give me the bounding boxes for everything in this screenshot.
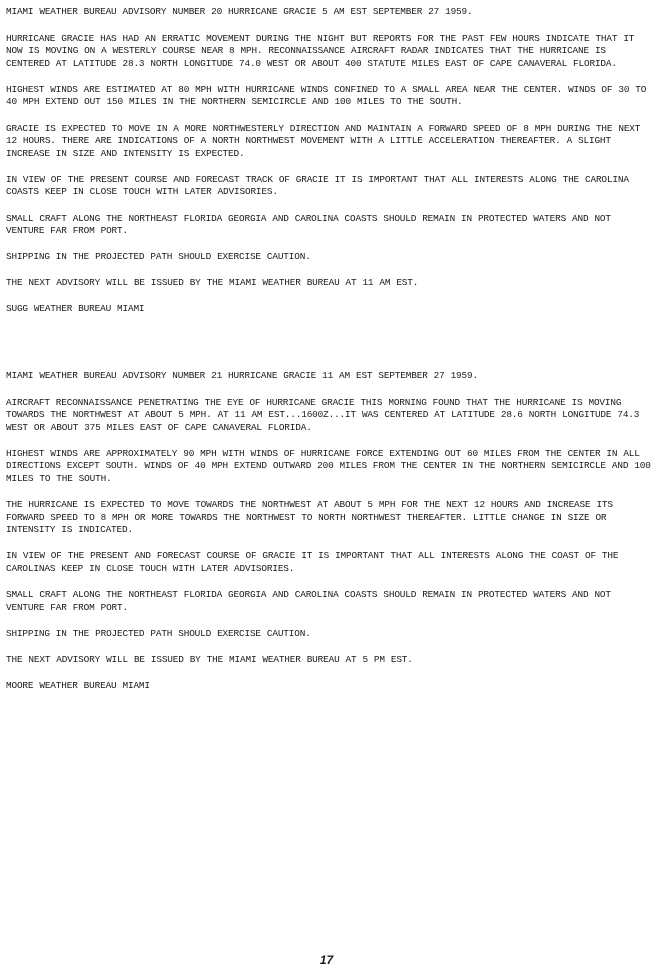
advisory-paragraph: THE NEXT ADVISORY WILL BE ISSUED BY THE MIAMI WEATHER BUREAU AT 11 AM EST. [6, 277, 419, 289]
advisory-paragraph: HIGHEST WINDS ARE ESTIMATED AT 80 MPH WITH HURRICANE WINDS CONFINED TO A SMALL AREA NEAR THE CENTER. WINDS OF 30 TO 40 MPH EXTEND OUT 150 MILES IN THE NORTHERN SEMICIRCLE AND 100 MILES TO THE SOUTH. [6, 83, 647, 108]
advisory-paragraph: HIGHEST WINDS ARE APPROXIMATELY 90 MPH WITH WINDS OF HURRICANE FORCE EXTENDING OUT 60 MILES FROM THE CENTER IN ALL DIRECTIONS EXCEPT SOUTH. WINDS OF 40 MPH EXTEND OUTWARD 200 MILES FROM THE CENTER IN THE NORTHERN SEMICIRCLE AND 100 MILES TO THE SOUTH. [6, 447, 651, 485]
advisory-paragraph: THE NEXT ADVISORY WILL BE ISSUED BY THE MIAMI WEATHER BUREAU AT 5 PM EST. [6, 653, 413, 665]
advisory-paragraph: IN VIEW OF THE PRESENT AND FORECAST COURSE OF GRACIE IT IS IMPORTANT THAT ALL INTERESTS ALONG THE COAST OF THE CAROLINAS KEEP IN CLOSE TOUCH WITH LATER ADVISORIES. [6, 550, 619, 575]
page-number: 17 [319, 953, 334, 967]
advisory-paragraph: AIRCRAFT RECONNAISSANCE PENETRATING THE EYE OF HURRICANE GRACIE THIS MORNING FOUND THAT THE HURRICANE IS MOVING TOWARDS THE NORTHWEST AT ABOUT 5 MPH. AT 11 AM EST...1600Z...IT WAS CENTERED AT LATITUDE 28.6 NORTH LONGITUDE 74.3 WEST OR ABOUT 375 MILES EAST OF CAPE CANAVERAL FLORIDA. [6, 396, 640, 433]
advisory-paragraph: SHIPPING IN THE PROJECTED PATH SHOULD EXERCISE CAUTION. [6, 251, 311, 263]
advisory-paragraph: THE HURRICANE IS EXPECTED TO MOVE TOWARDS THE NORTHWEST AT ABOUT 5 MPH FOR THE NEXT 12 HOURS AND INCREASE ITS FORWARD SPEED TO 8 MPH OR MORE TOWARDS THE NORTHWEST TO NORTH NORTHWEST THEREAFTER. LITTLE CHANGE IN SIZE OR INTENSITY IS INDICATED. [6, 499, 613, 536]
advisory-header: MIAMI WEATHER BUREAU ADVISORY NUMBER 20 HURRICANE GRACIE 5 AM EST SEPTEMBER 27 1959. [6, 6, 473, 17]
advisory-header: MIAMI WEATHER BUREAU ADVISORY NUMBER 21 HURRICANE GRACIE 11 AM EST SEPTEMBER 27 1959. [6, 370, 478, 381]
advisory-paragraph: SMALL CRAFT ALONG THE NORTHEAST FLORIDA GEORGIA AND CAROLINA COASTS SHOULD REMAIN IN PROTECTED WATERS AND NOT VENTURE FAR FROM PORT. [6, 212, 611, 237]
advisory-paragraph: SMALL CRAFT ALONG THE NORTHEAST FLORIDA GEORGIA AND CAROLINA COASTS SHOULD REMAIN IN PROTECTED WATERS AND NOT VENTURE FAR FROM PORT. [6, 589, 611, 613]
advisory-paragraph: GRACIE IS EXPECTED TO MOVE IN A MORE NORTHWESTERLY DIRECTION AND MAINTAIN A FORWARD SPEED OF 8 MPH DURING THE NEXT 12 HOURS. THERE ARE INDICATIONS OF A NORTH NORTHWEST MOVEMENT WITH A LITTLE ACCELERATION THEREAFTER. A SLIGHT INCREASE IN SIZE AND INTENSITY IS EXPECTED. [6, 122, 641, 159]
advisory-signature: SUGG WEATHER BUREAU MIAMI [6, 303, 145, 315]
advisory-20 [6, 6, 651, 330]
advisory-paragraph: HURRICANE GRACIE HAS HAD AN ERRATIC MOVEMENT DURING THE NIGHT BUT REPORTS FOR THE PAST FEW HOURS INDICATE THAT IT NOW IS MOVING ON A WESTERLY COURSE NEAR 8 MPH. RECONNAISSANCE AIRCRAFT RADAR INDICATES THAT THE HURRICANE IS CENTERED AT LATITUDE 28.3 NORTH LONGITUDE 74.0 WEST OR ABOUT 400 STATUTE MILES EAST OF CAPE CANAVERAL FLORIDA. [6, 32, 635, 69]
advisory-paragraph: IN VIEW OF THE PRESENT COURSE AND FORECAST TRACK OF GRACIE IT IS IMPORTANT THAT ALL INTERESTS ALONG THE CAROLINA COASTS KEEP IN CLOSE TOUCH WITH LATER ADVISORIES. [6, 173, 629, 198]
advisory-21 [6, 370, 651, 706]
advisory-paragraph: SHIPPING IN THE PROJECTED PATH SHOULD EXERCISE CAUTION. [6, 627, 311, 639]
advisory-signature: MOORE WEATHER BUREAU MIAMI [6, 680, 150, 691]
